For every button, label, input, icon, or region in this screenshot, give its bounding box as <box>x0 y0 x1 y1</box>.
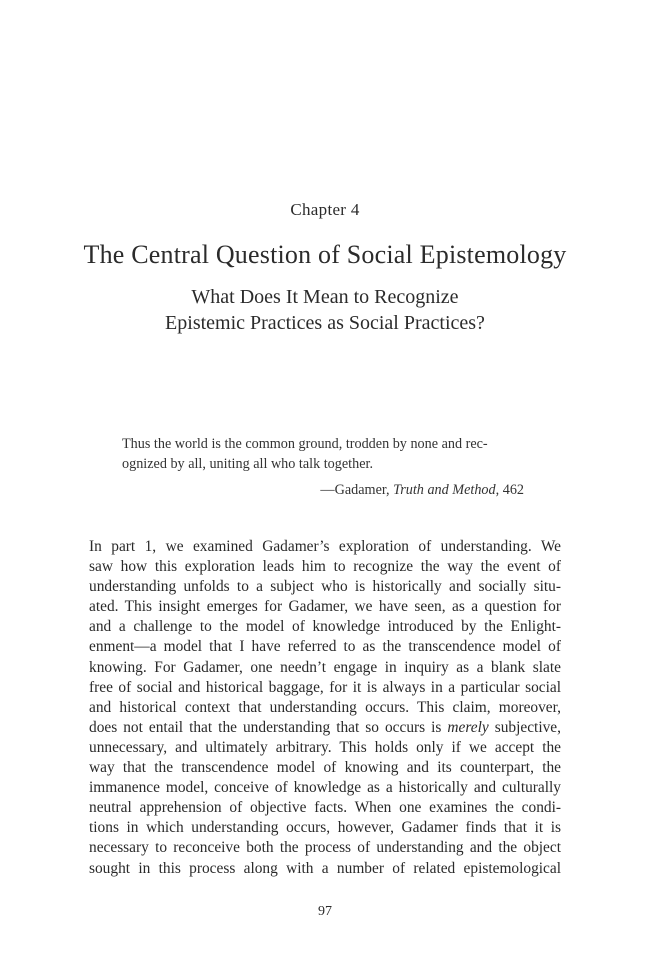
body-line: saw how this exploration leads him to recognize the way the event of <box>89 558 561 576</box>
body-line: necessary to reconceive both the process of understanding and the object <box>89 839 561 857</box>
chapter-label: Chapter 4 <box>290 200 360 219</box>
epigraph-line: ognized by all, uniting all who talk together. <box>122 456 373 472</box>
body-line: knowing. For Gadamer, one needn’t engage in inquiry as a blank slate <box>89 658 561 676</box>
body-line: ated. This insight emerges for Gadamer, we have seen, as a question for <box>89 598 561 616</box>
chapter-title: The Central Question of Social Epistemology <box>83 240 567 269</box>
attribution-title: Truth and Method <box>393 482 496 498</box>
body-line: neutral apprehension of objective facts. When one examines the condi- <box>89 799 561 817</box>
body-line-with-emphasis <box>89 718 561 738</box>
body-line: free of social and historical baggage, for it is always in a particular social <box>89 678 561 696</box>
body-line: and historical context that understanding occurs. This claim, moreover, <box>89 698 561 716</box>
body-line: unnecessary, and ultimately arbitrary. This holds only if we accept the <box>89 738 561 756</box>
epigraph-attribution <box>122 482 524 499</box>
body-line-part: does not entail that the understanding that so occurs is <box>89 718 448 736</box>
body-line: way that the transcendence model of knowing and its counterpart, the <box>89 759 561 777</box>
chapter-subtitle <box>0 284 650 336</box>
body-line: enment—a model that I have referred to as the transcendence model of <box>89 638 561 656</box>
subtitle-line: What Does It Mean to Recognize <box>191 286 459 308</box>
body-line: immanence model, conceive of knowledge as a historically and culturally <box>89 779 561 797</box>
body-line: tions in which understanding occurs, however, Gadamer finds that it is <box>89 819 561 837</box>
body-line: understanding unfolds to a subject who is historically and socially situ- <box>89 578 561 596</box>
emphasis-word: merely <box>447 718 489 736</box>
body-line-part: subjective, <box>488 718 561 736</box>
attribution-prefix: —Gadamer, <box>320 482 394 498</box>
body-line: sought in this process along with a number of related epistemological <box>89 859 561 877</box>
epigraph-line: Thus the world is the common ground, trodden by none and rec- <box>122 436 488 452</box>
body-line: In part 1, we examined Gadamer’s exploration of understanding. We <box>89 538 561 555</box>
page-number: 97 <box>318 904 332 919</box>
epigraph <box>122 434 532 474</box>
body-line: and a challenge to the model of knowledge introduced by the Enlight- <box>89 618 561 636</box>
attribution-suffix: , 462 <box>495 482 524 498</box>
subtitle-line: Epistemic Practices as Social Practices? <box>165 312 485 334</box>
body-paragraph <box>89 537 561 879</box>
